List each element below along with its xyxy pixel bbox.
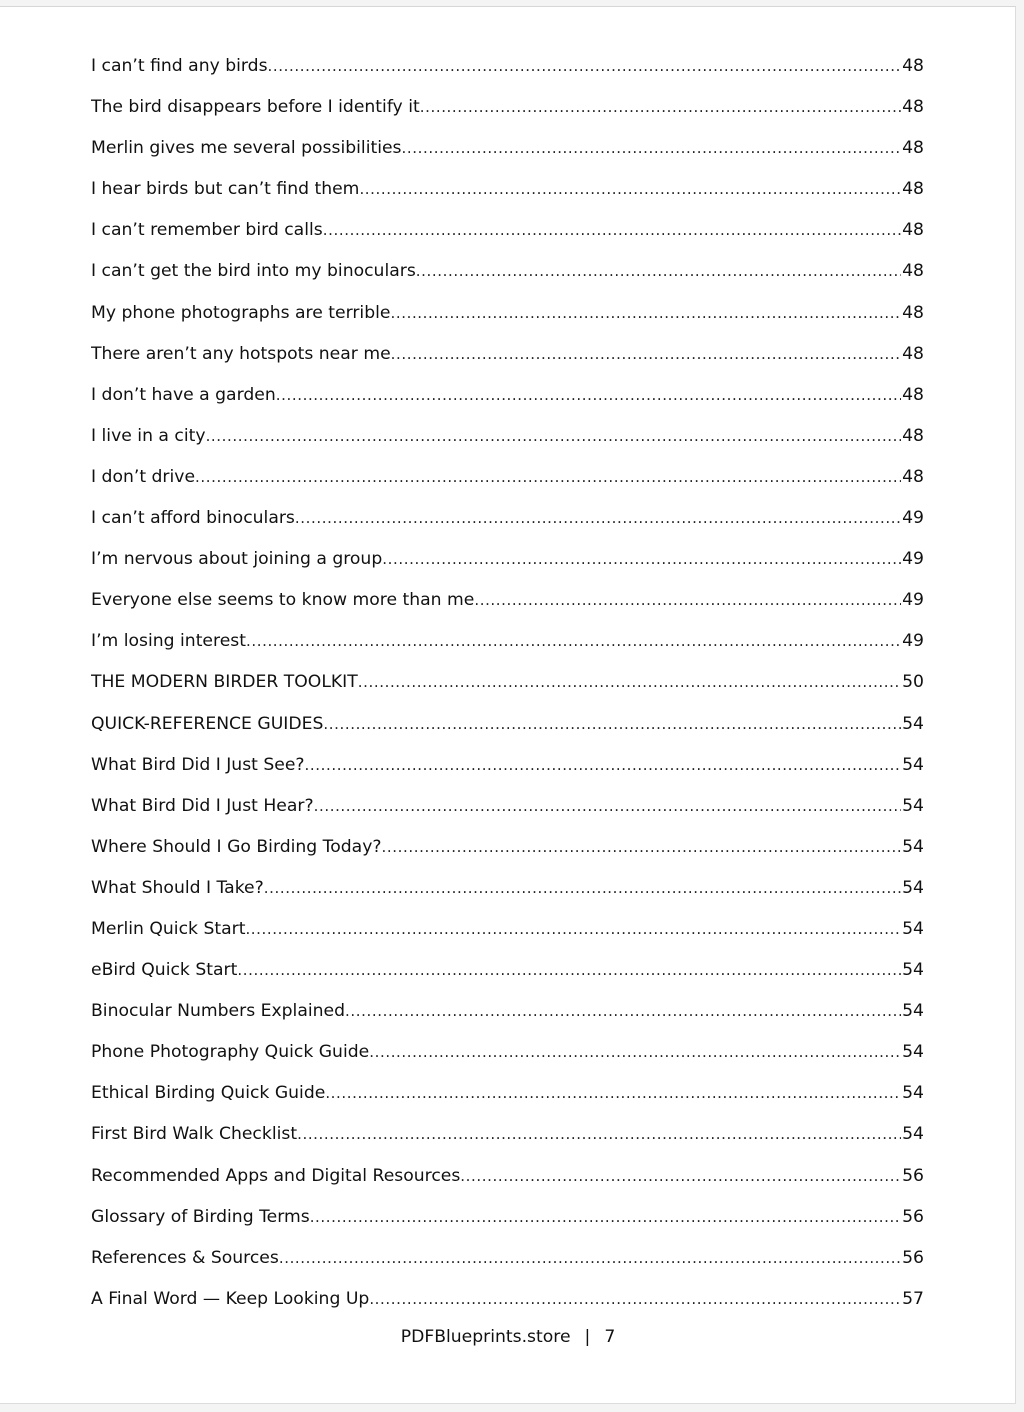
toc-entry-page-number: 56 xyxy=(902,1165,924,1186)
page-footer xyxy=(0,1322,1016,1352)
toc-entry[interactable] xyxy=(91,174,924,215)
toc-dot-leader xyxy=(323,215,901,246)
toc-entry-title: A Final Word — Keep Looking Up xyxy=(91,1288,370,1309)
toc-dot-leader xyxy=(314,791,902,822)
toc-entry-title: Everyone else seems to know more than me xyxy=(91,590,475,611)
toc-entry[interactable] xyxy=(91,421,924,462)
toc-entry[interactable] xyxy=(91,51,924,92)
toc-entry-title: I hear birds but can’t find them xyxy=(91,179,360,200)
toc-entry-title: I can’t remember bird calls xyxy=(91,220,323,241)
toc-dot-leader xyxy=(295,503,901,534)
toc-dot-leader xyxy=(369,1037,901,1068)
toc-entry-title: I’m losing interest xyxy=(91,631,246,652)
toc-dot-leader xyxy=(358,667,901,698)
toc-entry-title: My phone photographs are terrible xyxy=(91,302,391,323)
footer-page-number: 7 xyxy=(604,1327,616,1347)
toc-dot-leader xyxy=(310,1202,901,1233)
toc-dot-leader xyxy=(279,1243,901,1274)
toc-entry-page-number: 48 xyxy=(902,138,924,159)
toc-entry-page-number: 54 xyxy=(902,1124,924,1145)
toc-entry-title: Merlin Quick Start xyxy=(91,918,246,939)
toc-entry[interactable] xyxy=(91,298,924,339)
toc-entry-page-number: 49 xyxy=(902,590,924,611)
toc-entry-title: Ethical Birding Quick Guide xyxy=(91,1083,326,1104)
toc-dot-leader xyxy=(474,585,901,616)
toc-entry[interactable] xyxy=(91,996,924,1037)
toc-dot-leader xyxy=(345,996,901,1027)
toc-entry[interactable] xyxy=(91,1119,924,1160)
toc-entry-page-number: 49 xyxy=(902,549,924,570)
toc-entry-page-number: 48 xyxy=(902,302,924,323)
toc-entry-title: I’m nervous about joining a group xyxy=(91,549,383,570)
toc-entry-page-number: 48 xyxy=(902,261,924,282)
toc-dot-leader xyxy=(390,298,901,329)
toc-dot-leader xyxy=(297,1119,901,1150)
toc-entry[interactable] xyxy=(91,339,924,380)
toc-entry-title: Recommended Apps and Digital Resources xyxy=(91,1165,461,1186)
toc-entry-page-number: 54 xyxy=(902,918,924,939)
toc-entry-page-number: 48 xyxy=(902,343,924,364)
toc-entry-title: I live in a city xyxy=(91,425,206,446)
toc-entry[interactable] xyxy=(91,380,924,421)
toc-entry-page-number: 54 xyxy=(902,754,924,775)
toc-entry-page-number: 48 xyxy=(902,56,924,76)
toc-entry[interactable] xyxy=(91,215,924,256)
toc-entry-page-number: 49 xyxy=(902,631,924,652)
toc-entry-title: I don’t have a garden xyxy=(91,384,276,405)
toc-dot-leader xyxy=(246,626,901,657)
toc-entry-page-number: 54 xyxy=(902,1042,924,1063)
toc-entry-title: I can’t afford binoculars xyxy=(91,508,295,529)
toc-entry-page-number: 48 xyxy=(902,384,924,405)
toc-dot-leader xyxy=(264,873,901,904)
toc-entry[interactable] xyxy=(91,709,924,750)
toc-dot-leader xyxy=(206,421,902,452)
toc-entry-page-number: 54 xyxy=(902,795,924,816)
toc-entry-page-number: 54 xyxy=(902,877,924,898)
toc-dot-leader xyxy=(402,133,902,164)
toc-entry-page-number: 54 xyxy=(902,836,924,857)
toc-entry-page-number: 54 xyxy=(902,1001,924,1022)
toc-entry[interactable] xyxy=(91,503,924,544)
toc-entry-page-number: 49 xyxy=(902,508,924,529)
toc-dot-leader xyxy=(391,339,901,370)
toc-dot-leader xyxy=(245,914,901,945)
toc-entry[interactable] xyxy=(91,92,924,133)
toc-entry-title: There aren’t any hotspots near me xyxy=(91,343,391,364)
toc-entry-title: Glossary of Birding Terms xyxy=(91,1206,310,1227)
toc-entry[interactable] xyxy=(91,1202,924,1243)
footer-separator: | xyxy=(584,1327,591,1347)
toc-dot-leader xyxy=(323,709,901,740)
toc-entry[interactable] xyxy=(91,544,924,585)
toc-entry[interactable] xyxy=(91,873,924,914)
toc-entry[interactable] xyxy=(91,133,924,174)
toc-dot-leader xyxy=(237,955,901,986)
toc-entry[interactable] xyxy=(91,1243,924,1284)
toc-entry-title: QUICK-REFERENCE GUIDES xyxy=(91,713,324,734)
toc-entry-page-number: 54 xyxy=(902,713,924,734)
toc-entry-title: What Bird Did I Just See? xyxy=(91,754,305,775)
toc-entry[interactable] xyxy=(91,791,924,832)
toc-entry-page-number: 48 xyxy=(902,179,924,200)
toc-entry[interactable] xyxy=(91,914,924,955)
toc-dot-leader xyxy=(325,1078,901,1109)
toc-entry-page-number: 57 xyxy=(902,1288,924,1309)
toc-entry[interactable] xyxy=(91,667,924,708)
toc-entry[interactable] xyxy=(91,955,924,996)
toc-entry-title: Binocular Numbers Explained xyxy=(91,1001,346,1022)
toc-dot-leader xyxy=(305,750,902,781)
toc-dot-leader xyxy=(359,174,901,205)
toc-dot-leader xyxy=(420,92,901,123)
toc-dot-leader xyxy=(195,462,901,493)
toc-entry-title: References & Sources xyxy=(91,1247,279,1268)
toc-entry-title: What Bird Did I Just Hear? xyxy=(91,795,314,816)
toc-dot-leader xyxy=(382,544,901,575)
toc-entry-page-number: 54 xyxy=(902,960,924,981)
toc-entry-title: The bird disappears before I identify it xyxy=(91,97,420,118)
footer-site: PDFBlueprints.store xyxy=(400,1327,571,1347)
toc-entry-title: I can’t find any birds xyxy=(91,56,268,76)
toc-entry-title: I don’t drive xyxy=(91,466,196,487)
toc-entry-page-number: 56 xyxy=(902,1206,924,1227)
toc-entry-page-number: 48 xyxy=(902,97,924,118)
toc-entry-title: First Bird Walk Checklist xyxy=(91,1124,298,1145)
toc-entry-title: What Should I Take? xyxy=(91,877,264,898)
toc-entry-page-number: 48 xyxy=(902,466,924,487)
toc-entry[interactable] xyxy=(91,626,924,667)
toc-entry-page-number: 54 xyxy=(902,1083,924,1104)
toc-dot-leader xyxy=(416,256,901,287)
toc-entry[interactable] xyxy=(91,256,924,297)
toc-entry[interactable] xyxy=(91,750,924,791)
toc-entry-title: eBird Quick Start xyxy=(91,960,238,981)
toc-entry-page-number: 48 xyxy=(902,425,924,446)
toc-dot-leader xyxy=(460,1161,901,1192)
toc-entry-title: THE MODERN BIRDER TOOLKIT xyxy=(91,672,358,693)
toc-entry-title: Where Should I Go Birding Today? xyxy=(91,836,382,857)
toc-entry-page-number: 50 xyxy=(902,672,924,693)
toc-entry[interactable] xyxy=(91,462,924,503)
toc-entry-page-number: 48 xyxy=(902,220,924,241)
toc-entry[interactable] xyxy=(91,832,924,873)
toc-entry-title: Phone Photography Quick Guide xyxy=(91,1042,370,1063)
toc-entry[interactable] xyxy=(91,585,924,626)
toc-dot-leader xyxy=(276,380,901,411)
toc-entry-title: Merlin gives me several possibilities xyxy=(91,138,402,159)
toc-dot-leader xyxy=(268,51,902,82)
toc-entry[interactable] xyxy=(91,1037,924,1078)
toc-entry-title: I can’t get the bird into my binoculars xyxy=(91,261,416,282)
toc-entry[interactable] xyxy=(91,1161,924,1202)
toc-entry[interactable] xyxy=(91,1284,924,1325)
table-of-contents xyxy=(91,51,924,1325)
toc-dot-leader xyxy=(382,832,902,863)
toc-entry[interactable] xyxy=(91,1078,924,1119)
toc-dot-leader xyxy=(369,1284,901,1315)
document-page xyxy=(0,6,1016,1404)
toc-entry-page-number: 56 xyxy=(902,1247,924,1268)
